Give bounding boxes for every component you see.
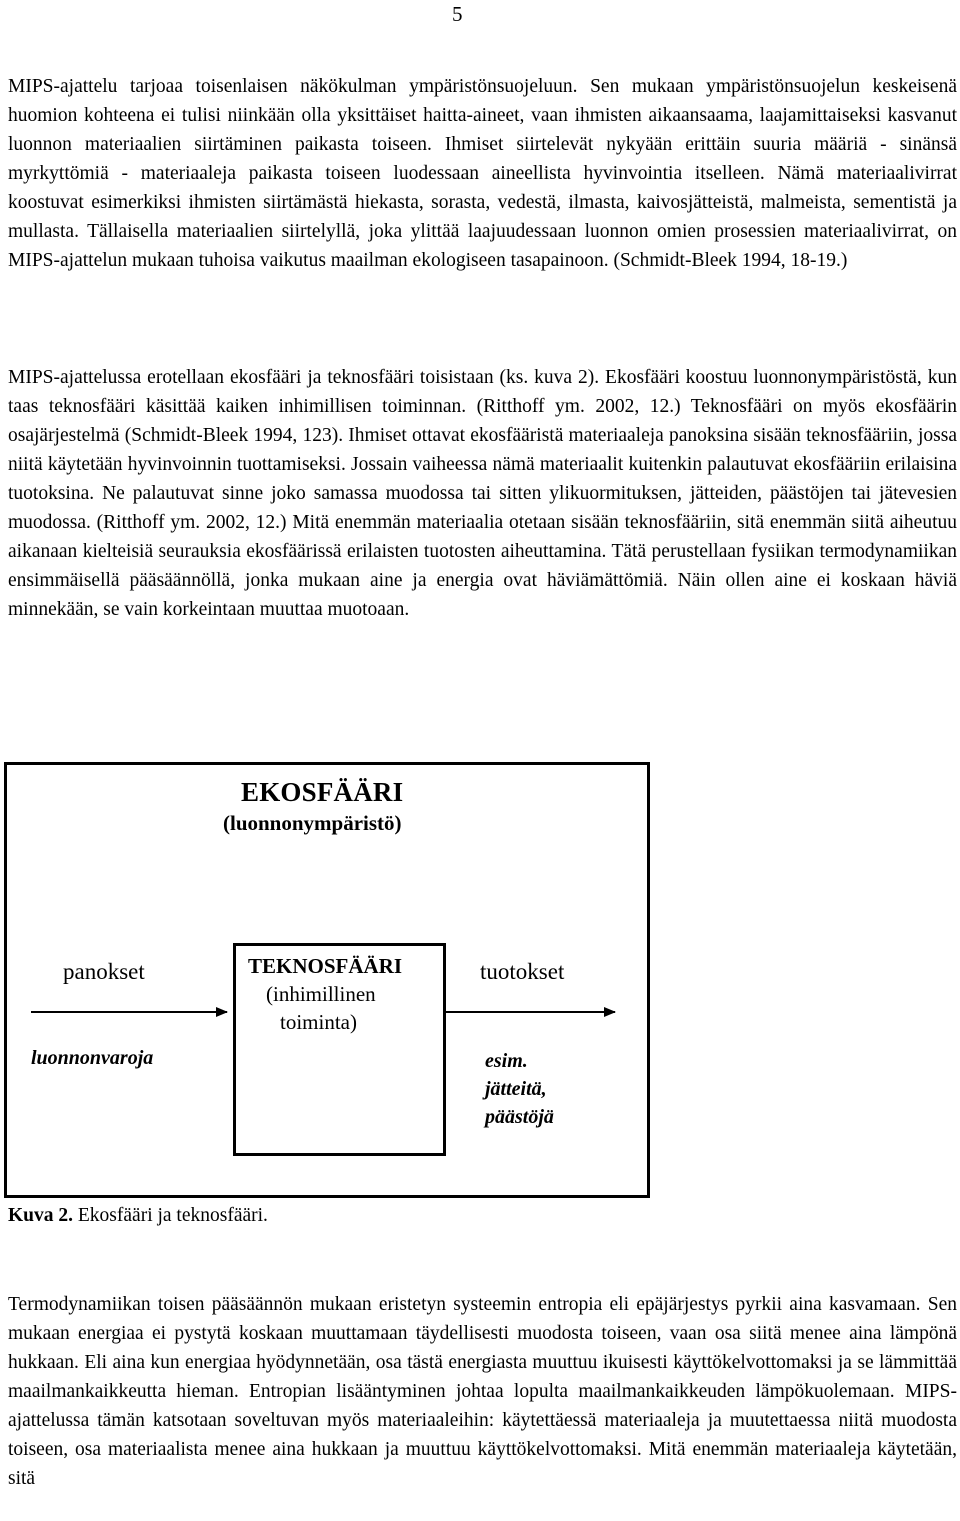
paragraph-thermodynamics: Termodynamiikan toisen pääsäännön mukaan eristetyn systeemin entropia eli epäjärjestys pyrkii aina kasvamaan. Sen mukaan energiaa ei pystytä koskaan muuttamaan täydellisesti muodosta toiseen, vaan osa siitä menee aina lämpönä hukkaan. Eli aina kun energiaa hyödynnetään, osa tästä energiasta muuttuu ikuisesti käyttökelvottomaksi ja se lämmittää maailmankaikkeutta hieman. Entropian lisääntyminen johtaa lopulta maailmankaikkeuden lämpökuolemaan. MIPS-ajattelussa tämän katsotaan soveltuvan myös materiaaleihin: käytettäessä materiaaleja ja muutettaessa niitä muodosta toiseen, osa materiaalista menee aina hukkaan ja muuttuu käyttökelvottomaksi. Mitä enemmän materiaaleja käytetään, sitä bbox=[8, 1294, 957, 1489]
input-label: panokset bbox=[63, 959, 145, 984]
caption-text: Ekosfääri ja teknosfääri. bbox=[73, 1205, 268, 1226]
technosphere-subtitle-1: (inhimillinen bbox=[266, 982, 376, 1006]
paragraph-ecosphere: MIPS-ajattelussa erotellaan ekosfääri ja teknosfääri toisistaan (ks. kuva 2). Ekosfääri koostuu luonnonympäristöstä, kun taas teknosfääri käsittää kaiken inhimillisen toiminnan. (Ritthoff ym. 2002, 12.) Teknosfääri on myös ekosfäärin osajärjestelmä (Schmidt-Bleek 1994, 123). Ihmiset ottavat ekosfääristä materiaaleja panoksina sisään teknosfääriin, jossa niitä käytetään hyvinvoinnin tuottamiseksi. Jossain vaiheessa nämä materiaalit kuitenkin palautuvat ekosfääriin erilaisina tuotoksina. Ne palautuvat sinne joko samassa muodossa tai sitten ylikuormituksen, jätteiden, päästöjen tai jätevesien muodossa. (Ritthoff ym. 2002, 12.) Mitä enemmän materiaalia otetaan sisään teknosfääriin, sitä enemmän siitä aiheutuu aikanaan kielteisiä seurauksia ekosfäärissä erilaisten tuotosten aiheuttamina. Tätä perustellaan fysiikan termodynamiikan ensimmäisellä pääsäännöllä, jonka mukaan aine ja energia ovat häviämättömiä. Näin ollen aine ei koskaan häviä minnekään, se vain korkeintaan muuttaa muotoaan. bbox=[8, 367, 957, 620]
caption-label: Kuva 2. bbox=[8, 1205, 74, 1226]
technosphere-box bbox=[233, 943, 446, 1156]
technosphere-title: TEKNOSFÄÄRI bbox=[248, 954, 403, 978]
ecosphere-diagram bbox=[4, 762, 650, 1198]
page-number: 5 bbox=[452, 2, 463, 26]
ecosphere-subtitle: (luonnonympäristö) bbox=[223, 811, 402, 835]
paragraph-mips-intro: MIPS-ajattelu tarjoaa toisenlaisen näkökulman ympäristönsuojeluun. Sen mukaan ympäristönsuojelun keskeisenä huomion kohteena ei tulisi niinkään olla yksittäiset haitta-aineet, vaan ihmisten aikaansaama, laajamittaiseksi kasvanut luonnon materiaalien siirtäminen paikasta toiseen. Ihmiset siirtelevät nykyään erittäin suuria määriä - sinänsä myrkyttömiä - materiaaleja paikasta toiseen luodessaan aineellista hyvinvointia itselleen. Nämä materiaalivirrat koostuvat esimerkiksi ihmisten siirtämästä hiekasta, sorasta, vedestä, ilmasta, kaivosjätteistä, malmeista, sementistä ja mullasta. Tällaisella materiaalien siirtelyllä, joka ylittää laajuudessaan luonnon omien prosessien materiaalivirrat, on MIPS-ajattelun mukaan tuhoisa vaikutus maailman ekologiseen tasapainoon. (Schmidt-Bleek 1994, 18-19.) bbox=[8, 76, 957, 271]
output-label: tuotokset bbox=[480, 959, 565, 984]
ecosphere-title: EKOSFÄÄRI bbox=[241, 777, 404, 807]
output-detail bbox=[485, 1047, 554, 1131]
output-detail-line-2: jätteitä, bbox=[485, 1078, 547, 1100]
technosphere-subtitle-2: toiminta) bbox=[280, 1010, 357, 1034]
input-detail: luonnonvaroja bbox=[31, 1047, 154, 1069]
figure-caption bbox=[8, 1205, 268, 1227]
output-detail-line-1: esim. bbox=[485, 1050, 528, 1072]
output-detail-line-3: päästöjä bbox=[485, 1106, 554, 1128]
